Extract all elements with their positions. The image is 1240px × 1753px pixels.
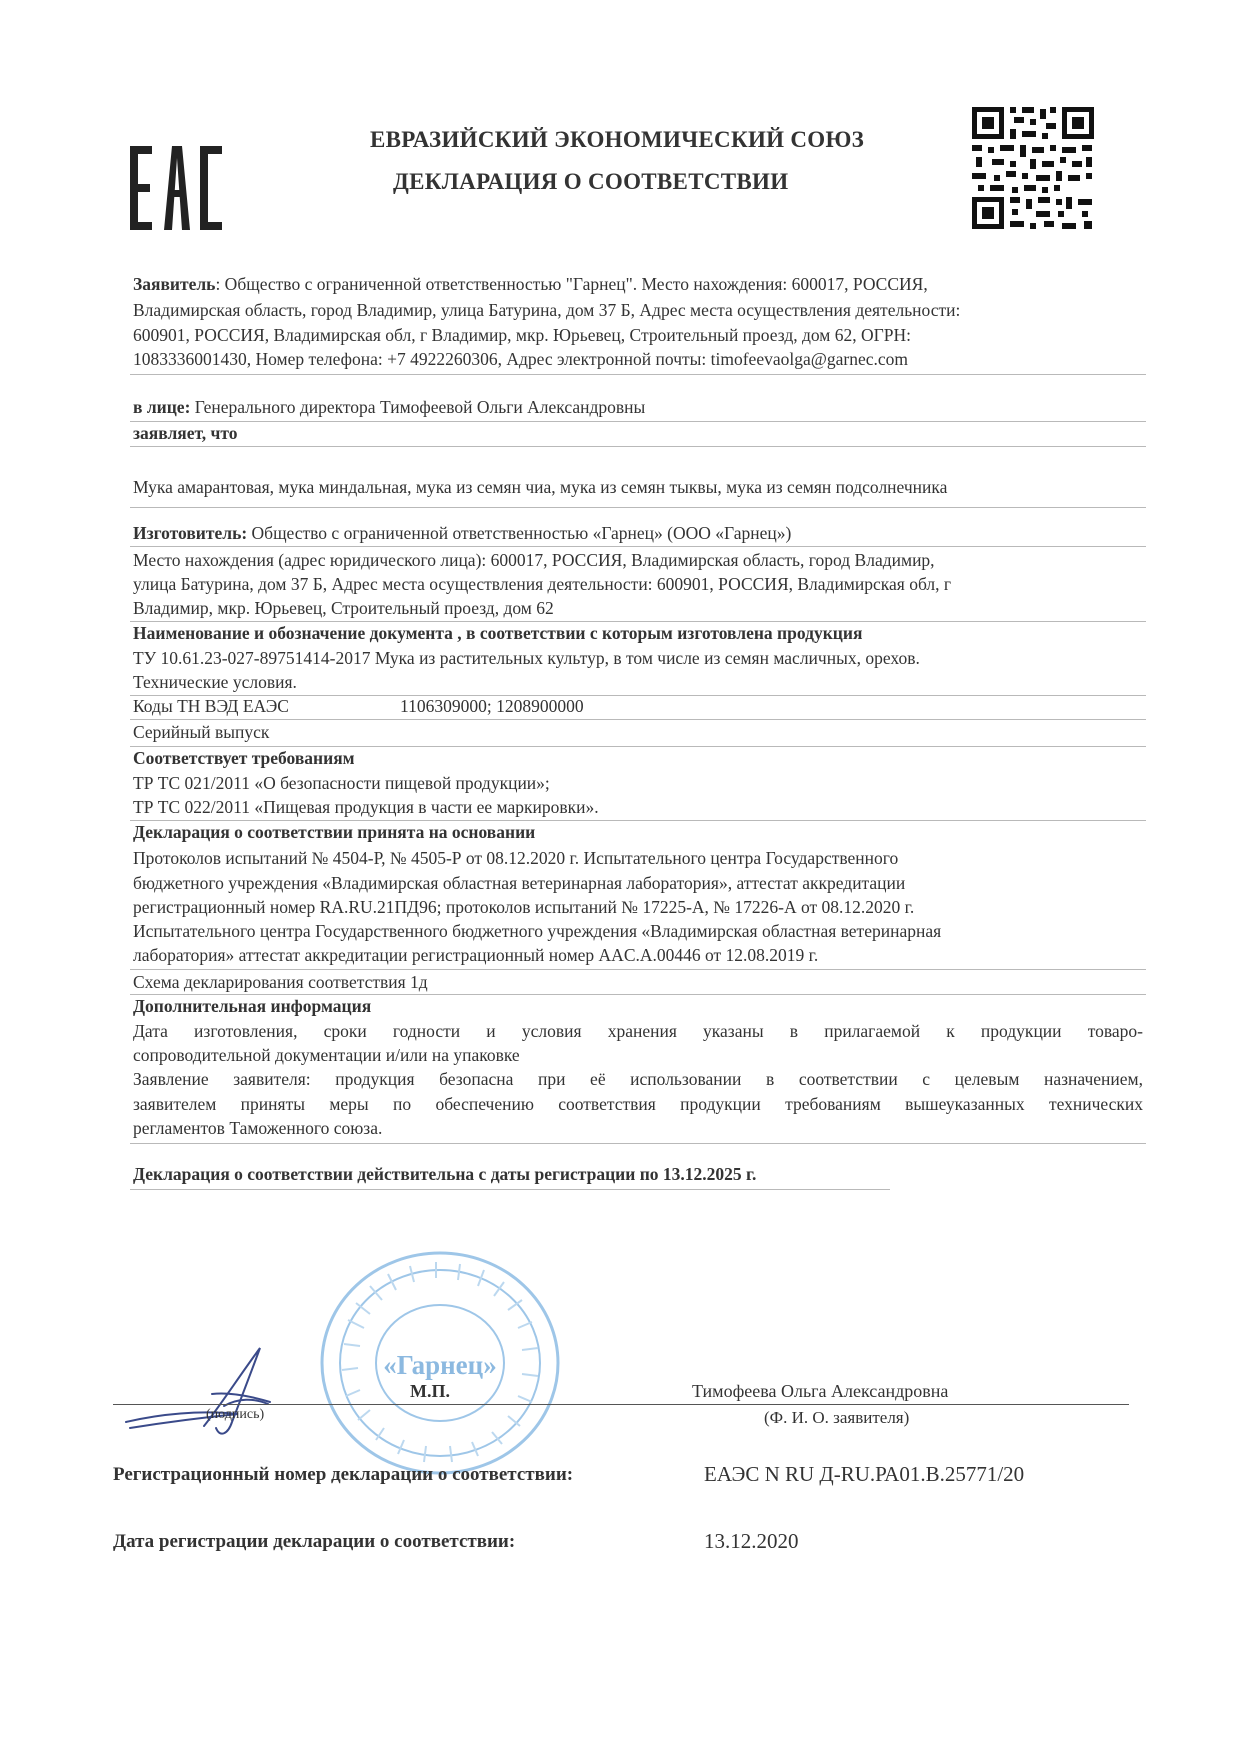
- document-line-1: ТУ 10.61.23-027-89751414-2017 Мука из растительных культур, в том числе из семян масличных, орехов.: [133, 648, 920, 668]
- manufacturer-address-2: улица Батурина, дом 37 Б, Адрес места осуществления деятельности: 600901, РОССИЯ, Владимирская обл, г: [133, 574, 952, 594]
- representative-label: в лице:: [133, 397, 191, 417]
- document-heading: Наименование и обозначение документа , в соответствии с которым изготовлена продукция: [133, 623, 863, 643]
- registration-date-label: Дата регистрации декларации о соответствии:: [113, 1531, 516, 1552]
- signer-name: Тимофеева Ольга Александровна: [692, 1381, 949, 1401]
- product-description: Мука амарантовая, мука миндальная, мука из семян чиа, мука из семян тыквы, мука из семян подсолнечника: [133, 477, 948, 497]
- validity-statement: Декларация о соответствии действительна с даты регистрации по 13.12.2025 г.: [133, 1164, 757, 1184]
- manufacturer-address-1: Место нахождения (адрес юридического лица): 600017, РОССИЯ, Владимирская область, город Владимир,: [133, 550, 935, 570]
- additional-p2-line-2: заявителем приняты меры по обеспечению соответствия продукции требованиям вышеуказанных технических: [133, 1094, 1143, 1114]
- applicant-label: Заявитель: [133, 274, 216, 294]
- basis-line-1: Протоколов испытаний № 4504-Р, № 4505-Р от 08.12.2020 г. Испытательного центра Государственного: [133, 848, 899, 868]
- applicant-line-4: 1083336001430, Номер телефона: +7 4922260306, Адрес электронной почты: timofeevaolga@garnec.com: [133, 349, 908, 369]
- document-line-2: Технические условия.: [133, 672, 297, 692]
- registration-date-value: 13.12.2020: [704, 1529, 799, 1553]
- serial-production: Серийный выпуск: [133, 722, 270, 742]
- manufacturer-label: Изготовитель:: [133, 523, 248, 543]
- additional-p2-line-1: Заявление заявителя: продукция безопасна при её использовании в соответствии с целевым назначением,: [133, 1069, 1143, 1089]
- divider: [130, 546, 1146, 547]
- requirement-1: ТР ТС 021/2011 «О безопасности пищевой продукции»;: [133, 773, 550, 793]
- declares-label: заявляет, что: [133, 423, 238, 443]
- eac-logo: [130, 146, 222, 230]
- manufacturer-value: Общество с ограниченной ответственностью «Гарнец» (ООО «Гарнец»): [247, 523, 792, 543]
- applicant-line-1: [133, 273, 928, 295]
- additional-p1-line-1: Дата изготовления, сроки годности и условия хранения указаны в прилагаемой к продукции товаро-: [133, 1021, 1143, 1041]
- divider: [130, 1189, 890, 1190]
- representative-line: [133, 396, 645, 418]
- basis-heading: Декларация о соответствии принята на основании: [133, 822, 536, 842]
- divider: [130, 1143, 1146, 1144]
- declaration-title: ДЕКЛАРАЦИЯ О СООТВЕТСТВИИ: [393, 169, 789, 194]
- handwritten-signature: [120, 1336, 320, 1446]
- signer-caption: (Ф. И. О. заявителя): [764, 1408, 910, 1427]
- representative-value: Генерального директора Тимофеевой Ольги Александровны: [190, 397, 646, 417]
- signature-caption: (подпись): [206, 1407, 265, 1422]
- requirements-heading: Соответствует требованиям: [133, 748, 355, 768]
- registration-number-label: Регистрационный номер декларации о соответствии:: [113, 1464, 574, 1485]
- applicant-value: : Общество с ограниченной ответственностью "Гарнец". Место нахождения: 600017, РОССИЯ,: [215, 274, 928, 294]
- divider: [130, 374, 1146, 375]
- hs-codes-label: Коды ТН ВЭД ЕАЭС: [133, 696, 289, 716]
- qr-code-icon: [970, 105, 1096, 231]
- signature-line: [113, 1404, 1129, 1405]
- registration-number-value: ЕАЭС N RU Д-RU.РА01.В.25771/20: [704, 1462, 1025, 1486]
- requirement-2: ТР ТС 022/2011 «Пищевая продукция в части ее маркировки».: [133, 797, 599, 817]
- hs-codes-value: 1106309000; 1208900000: [400, 696, 584, 716]
- union-title: ЕВРАЗИЙСКИЙ ЭКОНОМИЧЕСКИЙ СОЮЗ: [370, 127, 865, 152]
- divider: [130, 969, 1146, 970]
- divider: [130, 507, 1146, 508]
- declaration-scheme: Схема декларирования соответствия 1д: [133, 972, 428, 992]
- additional-p1-line-2: сопроводительной документации и/или на упаковке: [133, 1045, 520, 1065]
- basis-line-3: регистрационный номер RA.RU.21ПД96; протоколов испытаний № 17225-А, № 17226-А от 08.12.2020 г.: [133, 897, 915, 917]
- divider: [130, 719, 1146, 720]
- additional-p2-line-3: регламентов Таможенного союза.: [133, 1118, 383, 1138]
- stamp-text: «Гарнец»: [383, 1350, 497, 1380]
- manufacturer-line: [133, 522, 791, 544]
- applicant-line-3: 600901, РОССИЯ, Владимирская обл, г Владимир, мкр. Юрьевец, Строительный проезд, дом 62, ОГРН:: [133, 325, 911, 345]
- basis-line-4: Испытательного центра Государственного бюджетного учреждения «Владимирская областная ветеринарная: [133, 921, 942, 941]
- company-stamp: [318, 1248, 562, 1478]
- basis-line-2: бюджетного учреждения «Владимирская областная ветеринарная лаборатория», аттестат аккредитации: [133, 873, 906, 893]
- basis-line-5: лаборатория» аттестат аккредитации регистрационный номер AAC.A.00446 от 12.08.2019 г.: [133, 945, 819, 965]
- seal-place-label: М.П.: [410, 1381, 450, 1401]
- additional-heading: Дополнительная информация: [133, 996, 372, 1016]
- divider: [130, 446, 1146, 447]
- applicant-line-2: Владимирская область, город Владимир, улица Батурина, дом 37 Б, Адрес места осуществления деятельности:: [133, 300, 961, 320]
- divider: [130, 421, 1146, 422]
- manufacturer-address-3: Владимир, мкр. Юрьевец, Строительный проезд, дом 62: [133, 598, 554, 618]
